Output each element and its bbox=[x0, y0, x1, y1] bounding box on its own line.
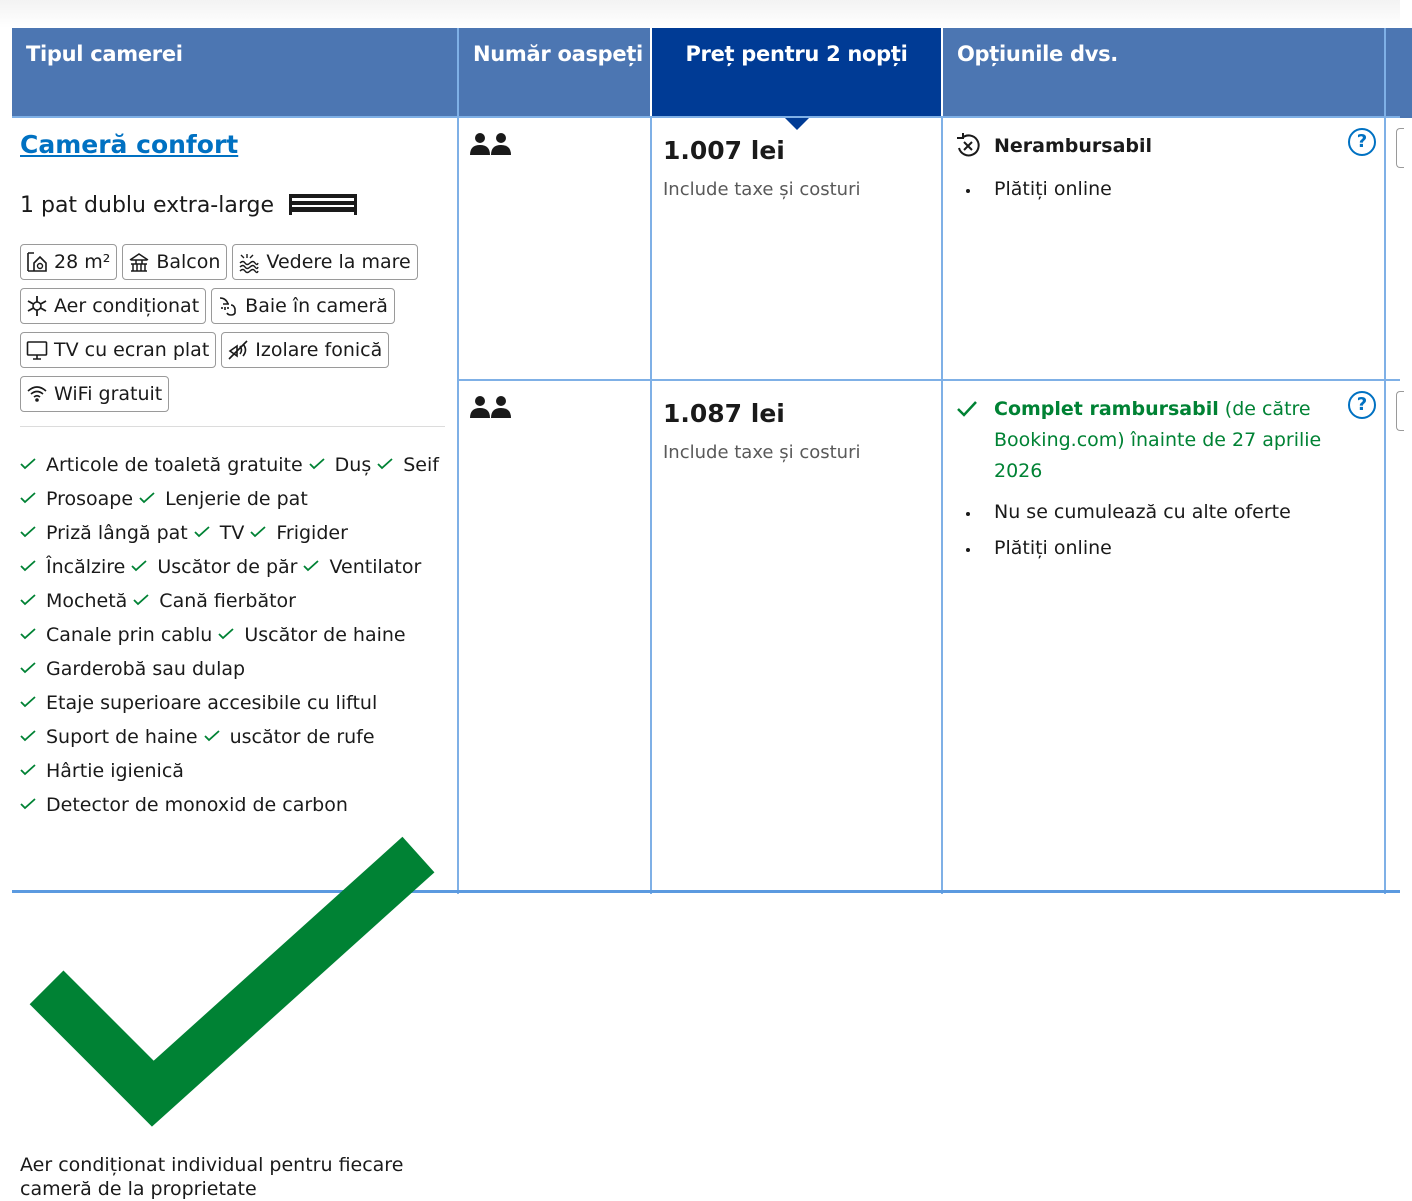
amenity-label: Uscător de haine bbox=[244, 624, 406, 646]
options-cell bbox=[954, 132, 1354, 200]
check-icon bbox=[131, 560, 147, 572]
two-guests-icon bbox=[470, 395, 512, 419]
check-icon bbox=[204, 730, 220, 742]
chip-soundproof bbox=[221, 332, 389, 368]
column-divider bbox=[1384, 28, 1386, 894]
header-room-type: Tipul camerei bbox=[12, 28, 457, 118]
sea-view-icon bbox=[238, 251, 260, 273]
amenity-item bbox=[377, 448, 439, 482]
tv-icon bbox=[26, 339, 48, 361]
bed-icon bbox=[287, 190, 359, 222]
chip-air-conditioning bbox=[20, 288, 206, 324]
amenity-row bbox=[20, 448, 445, 482]
top-shadow bbox=[0, 0, 1400, 28]
amenity-row bbox=[20, 754, 445, 788]
amenity-item bbox=[20, 754, 184, 788]
amenity-label: Uscător de păr bbox=[157, 556, 298, 578]
chip-label: Balcon bbox=[156, 251, 221, 273]
amenity-label: Aer condiționat individual pentru fiecare cameră de la proprietate bbox=[20, 1153, 404, 1200]
non-refundable-icon bbox=[954, 132, 982, 160]
check-icon bbox=[377, 458, 393, 470]
amenity-item bbox=[20, 584, 127, 618]
column-divider bbox=[650, 118, 652, 894]
check-icon bbox=[20, 492, 36, 504]
help-icon[interactable]: ? bbox=[1348, 391, 1376, 419]
amenity-item bbox=[20, 720, 198, 754]
amenity-label: TV bbox=[219, 522, 245, 544]
amenity-label: Suport de haine bbox=[46, 726, 198, 748]
divider bbox=[20, 426, 445, 427]
amenity-row bbox=[20, 652, 445, 686]
check-icon bbox=[20, 662, 36, 674]
select-column-edge bbox=[1396, 128, 1404, 168]
check-icon bbox=[20, 560, 36, 572]
amenity-label: Priză lângă pat bbox=[46, 522, 188, 544]
soundproof-icon bbox=[227, 339, 249, 361]
amenity-label: Ventilator bbox=[329, 556, 422, 578]
check-icon bbox=[20, 526, 36, 538]
tax-note: Include taxe și costuri bbox=[663, 442, 861, 463]
check-icon bbox=[20, 798, 36, 810]
check-icon bbox=[20, 828, 445, 1147]
chip-sea-view bbox=[232, 244, 417, 280]
check-icon bbox=[20, 594, 36, 606]
facility-chips bbox=[20, 244, 430, 420]
header-guests: Număr oaspeți bbox=[459, 28, 650, 118]
chip-size bbox=[20, 244, 117, 280]
amenity-row bbox=[20, 550, 445, 584]
amenity-item bbox=[20, 828, 445, 1201]
amenity-item bbox=[20, 516, 188, 550]
amenity-label: Hârtie igienică bbox=[46, 760, 184, 782]
check-icon bbox=[20, 696, 36, 708]
chip-label: WiFi gratuit bbox=[54, 383, 163, 405]
header-bottom-border bbox=[12, 116, 1400, 118]
check-icon bbox=[194, 526, 210, 538]
chip-balcony bbox=[122, 244, 227, 280]
size-icon bbox=[26, 251, 48, 273]
bath-icon bbox=[217, 295, 239, 317]
amenity-label: Garderobă sau dulap bbox=[46, 658, 246, 680]
header-price[interactable] bbox=[652, 28, 941, 118]
balcony-icon bbox=[128, 251, 150, 273]
policy-title-label: Complet rambursabil bbox=[994, 398, 1219, 420]
chip-row bbox=[20, 332, 430, 368]
price-cell bbox=[663, 399, 860, 463]
chip-label: Izolare fonică bbox=[255, 339, 383, 361]
select-column-edge bbox=[1396, 391, 1404, 431]
bed-info bbox=[20, 190, 359, 222]
options-cell bbox=[954, 394, 1334, 559]
amenity-row bbox=[20, 516, 445, 550]
check-icon bbox=[218, 628, 234, 640]
chip-label: TV cu ecran plat bbox=[54, 339, 210, 361]
amenity-label: Încălzire bbox=[46, 556, 126, 578]
amenity-label: Mochetă bbox=[46, 590, 128, 612]
amenity-label: Frigider bbox=[276, 522, 348, 544]
chip-wifi bbox=[20, 376, 169, 412]
amenities-list bbox=[20, 448, 445, 1201]
amenity-label: Detector de monoxid de carbon bbox=[46, 794, 348, 816]
amenity-row bbox=[20, 482, 445, 516]
amenity-row bbox=[20, 584, 445, 618]
chip-label: Baie în cameră bbox=[245, 295, 388, 317]
chip-label: Vedere la mare bbox=[266, 251, 411, 273]
check-icon bbox=[250, 526, 266, 538]
amenity-label: Articole de toaletă gratuite bbox=[46, 454, 303, 476]
chip-flat-tv bbox=[20, 332, 216, 368]
amenity-label: uscător de rufe bbox=[229, 726, 375, 748]
room-name-link[interactable]: Cameră confort bbox=[20, 130, 239, 159]
policy-bullet: Plătiți online bbox=[954, 178, 1354, 200]
amenity-item bbox=[20, 482, 133, 516]
check-icon bbox=[139, 492, 155, 504]
price-amount: 1.087 lei bbox=[663, 399, 785, 428]
header-next-column bbox=[1386, 28, 1412, 118]
amenity-item bbox=[20, 618, 212, 652]
amenity-label: Cană fierbător bbox=[159, 590, 296, 612]
amenity-item bbox=[303, 550, 421, 584]
header-options: Opțiunile dvs. bbox=[943, 28, 1384, 118]
header-price-label: Preț pentru 2 nopți bbox=[685, 42, 908, 66]
check-icon bbox=[20, 764, 36, 776]
amenity-item bbox=[131, 550, 297, 584]
guests-cell bbox=[470, 132, 512, 156]
column-divider bbox=[941, 118, 943, 894]
amenity-item bbox=[139, 482, 308, 516]
snowflake-icon bbox=[26, 295, 48, 317]
chip-label: Aer condiționat bbox=[54, 295, 200, 317]
amenity-row bbox=[20, 720, 445, 754]
amenity-label: Duș bbox=[334, 454, 372, 476]
amenity-label: Seif bbox=[403, 454, 439, 476]
amenity-label: Prosoape bbox=[46, 488, 134, 510]
check-icon bbox=[20, 628, 36, 640]
policy-title bbox=[954, 132, 1354, 160]
price-cell bbox=[663, 136, 860, 200]
amenity-item bbox=[194, 516, 245, 550]
chip-bathroom bbox=[211, 288, 395, 324]
amenity-item bbox=[133, 584, 296, 618]
offer-row-divider bbox=[457, 379, 1400, 381]
price-amount: 1.007 lei bbox=[663, 136, 785, 165]
check-icon bbox=[133, 594, 149, 606]
policy-bullet: Nu se cumulează cu alte oferte bbox=[954, 501, 1334, 523]
amenity-label: Lenjerie de pat bbox=[165, 488, 308, 510]
column-divider bbox=[457, 28, 459, 894]
amenity-item bbox=[204, 720, 375, 754]
active-column-notch bbox=[784, 117, 810, 130]
amenity-row bbox=[20, 686, 445, 720]
policy-bullet: Plătiți online bbox=[954, 537, 1334, 559]
amenity-item bbox=[218, 618, 405, 652]
room-table bbox=[12, 28, 1412, 1200]
policy-detail: (de către Booking.com) înainte de 27 aprilie 2026 bbox=[994, 398, 1322, 482]
bed-label: 1 pat dublu extra-large bbox=[20, 193, 274, 218]
check-icon bbox=[20, 458, 36, 470]
amenity-item bbox=[20, 652, 245, 686]
amenity-row bbox=[20, 788, 445, 822]
amenity-item bbox=[20, 686, 377, 720]
chip-label: 28 m² bbox=[54, 251, 111, 273]
check-icon bbox=[303, 560, 319, 572]
check-icon bbox=[20, 730, 36, 742]
help-icon[interactable]: ? bbox=[1348, 128, 1376, 156]
policy-title-label: Nerambursabil bbox=[994, 135, 1153, 157]
check-icon bbox=[956, 400, 978, 418]
amenity-item bbox=[250, 516, 348, 550]
table-header bbox=[12, 28, 1412, 118]
guests-cell bbox=[470, 395, 512, 419]
tax-note: Include taxe și costuri bbox=[663, 179, 861, 200]
amenity-label: Canale prin cablu bbox=[46, 624, 213, 646]
chip-row bbox=[20, 376, 430, 412]
two-guests-icon bbox=[470, 132, 512, 156]
chip-row bbox=[20, 288, 430, 324]
check-icon bbox=[309, 458, 325, 470]
refund-policy bbox=[954, 394, 1334, 487]
amenity-item bbox=[309, 448, 372, 482]
amenity-item bbox=[20, 550, 125, 584]
amenity-row bbox=[20, 618, 445, 652]
amenity-label: Etaje superioare accesibile cu liftul bbox=[46, 692, 378, 714]
amenity-item bbox=[20, 788, 348, 822]
chip-row bbox=[20, 244, 430, 280]
wifi-icon bbox=[26, 383, 48, 405]
amenity-item bbox=[20, 448, 303, 482]
